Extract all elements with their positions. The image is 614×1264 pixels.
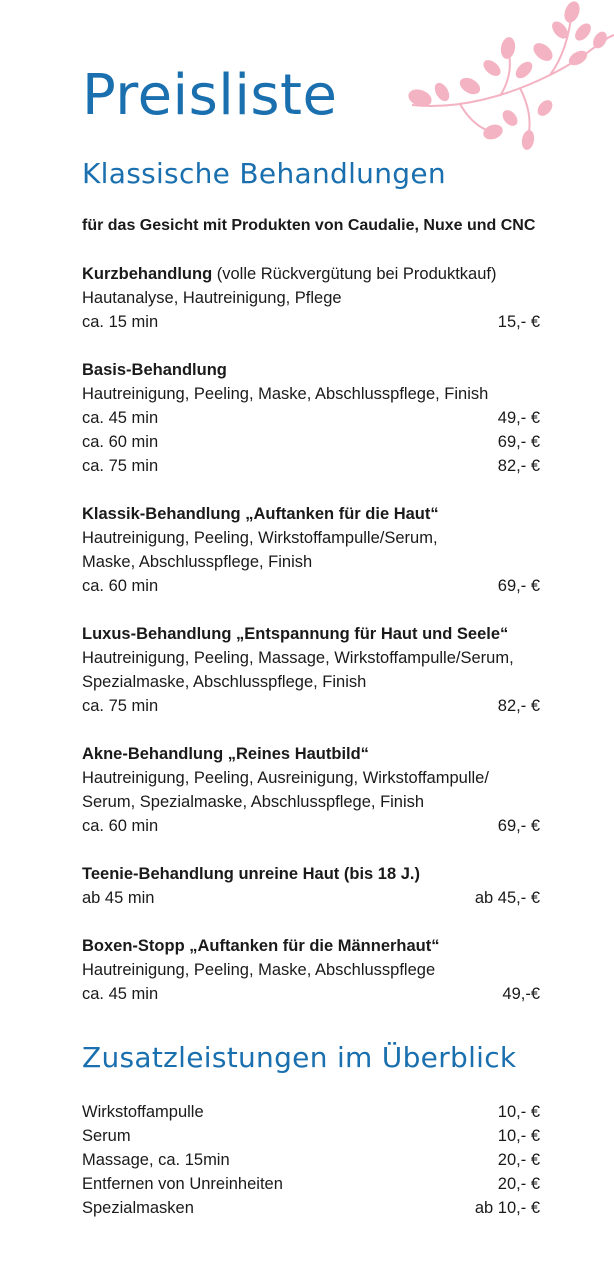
section-heading-classic: Klassische Behandlungen xyxy=(82,157,446,190)
treatment-name-line xyxy=(82,934,540,958)
price-row xyxy=(82,574,540,598)
price: 49,- € xyxy=(497,409,540,427)
treatment-item xyxy=(82,742,540,838)
treatment-name: Klassik-Behandlung „Auftanken für die Haut“ xyxy=(82,505,439,523)
price: 69,- € xyxy=(497,433,540,451)
extra-label: Massage, ca. 15min xyxy=(82,1151,230,1169)
treatment-name: Basis-Behandlung xyxy=(82,361,227,379)
duration: ca. 60 min xyxy=(82,577,159,595)
treatment-item xyxy=(82,622,540,718)
treatment-description: Hautreinigung, Peeling, Wirkstoffampulle/Serum, xyxy=(82,529,438,547)
price-row xyxy=(82,814,540,838)
treatment-name: Luxus-Behandlung „Entspannung für Haut und Seele“ xyxy=(82,625,509,643)
price: 49,-€ xyxy=(502,985,540,1003)
treatment-description: Maske, Abschlusspflege, Finish xyxy=(82,553,313,571)
extra-label: Entfernen von Unreinheiten xyxy=(82,1175,283,1193)
section-subtitle: für das Gesicht mit Produkten von Caudalie, Nuxe und CNC xyxy=(82,217,536,234)
treatment-name-line xyxy=(82,742,540,766)
treatment-item xyxy=(82,502,540,598)
pink-leaf-branch-icon xyxy=(400,0,614,160)
extra-label: Wirkstoffampulle xyxy=(82,1103,204,1121)
treatment-item xyxy=(82,934,540,1006)
extra-price: 10,- € xyxy=(497,1103,540,1121)
treatment-description: Hautanalyse, Hautreinigung, Pflege xyxy=(82,289,342,307)
treatment-item xyxy=(82,358,540,478)
treatment-description: Hautreinigung, Peeling, Maske, Abschlusspflege xyxy=(82,961,436,979)
extra-label: Serum xyxy=(82,1127,131,1145)
extra-price: ab 10,- € xyxy=(474,1199,540,1217)
price: 82,- € xyxy=(497,697,540,715)
extra-row xyxy=(82,1124,540,1148)
extra-row xyxy=(82,1100,540,1124)
price: 15,- € xyxy=(497,313,540,331)
treatment-list xyxy=(82,262,540,1030)
treatment-name-line xyxy=(82,622,540,646)
duration: ca. 60 min xyxy=(82,433,159,451)
price-row xyxy=(82,886,540,910)
extras-list xyxy=(82,1100,540,1220)
price-row xyxy=(82,430,540,454)
duration: ca. 15 min xyxy=(82,313,159,331)
price: ab 45,- € xyxy=(474,889,540,907)
extra-price: 20,- € xyxy=(497,1175,540,1193)
treatment-name: Akne-Behandlung „Reines Hautbild“ xyxy=(82,745,369,763)
price-row xyxy=(82,406,540,430)
treatment-name: Boxen-Stopp „Auftanken für die Männerhaut“ xyxy=(82,937,440,955)
duration: ca. 60 min xyxy=(82,817,159,835)
extra-row xyxy=(82,1196,540,1220)
treatment-name-line xyxy=(82,502,540,526)
extra-row xyxy=(82,1148,540,1172)
price-row xyxy=(82,310,540,334)
duration: ab 45 min xyxy=(82,889,155,907)
extra-price: 10,- € xyxy=(497,1127,540,1145)
price: 69,- € xyxy=(497,817,540,835)
duration: ca. 75 min xyxy=(82,697,159,715)
duration: ca. 45 min xyxy=(82,409,159,427)
treatment-description: Hautreinigung, Peeling, Massage, Wirkstoffampulle/Serum, xyxy=(82,649,514,667)
treatment-description: Serum, Spezialmaske, Abschlusspflege, Finish xyxy=(82,793,425,811)
price-row xyxy=(82,694,540,718)
treatment-description: Hautreinigung, Peeling, Maske, Abschlusspflege, Finish xyxy=(82,385,489,403)
treatment-name-line xyxy=(82,358,540,382)
price: 82,- € xyxy=(497,457,540,475)
page-title: Preisliste xyxy=(82,63,338,128)
treatment-description: Spezialmaske, Abschlusspflege, Finish xyxy=(82,673,367,691)
section-heading-extras: Zusatzleistungen im Überblick xyxy=(82,1041,517,1074)
treatment-description: Hautreinigung, Peeling, Ausreinigung, Wirkstoffampulle/ xyxy=(82,769,489,787)
extra-price: 20,- € xyxy=(497,1151,540,1169)
extra-row xyxy=(82,1172,540,1196)
treatment-name: Kurzbehandlung xyxy=(82,265,213,283)
treatment-name-line xyxy=(82,862,540,886)
treatment-name: Teenie-Behandlung unreine Haut (bis 18 J.) xyxy=(82,865,420,883)
duration: ca. 75 min xyxy=(82,457,159,475)
price-row xyxy=(82,982,540,1006)
treatment-item xyxy=(82,262,540,334)
treatment-name-line xyxy=(82,262,540,286)
treatment-item xyxy=(82,862,540,910)
duration: ca. 45 min xyxy=(82,985,159,1003)
price: 69,- € xyxy=(497,577,540,595)
price-row xyxy=(82,454,540,478)
extra-label: Spezialmasken xyxy=(82,1199,194,1217)
treatment-note: (volle Rückvergütung bei Produktkauf) xyxy=(212,265,497,283)
